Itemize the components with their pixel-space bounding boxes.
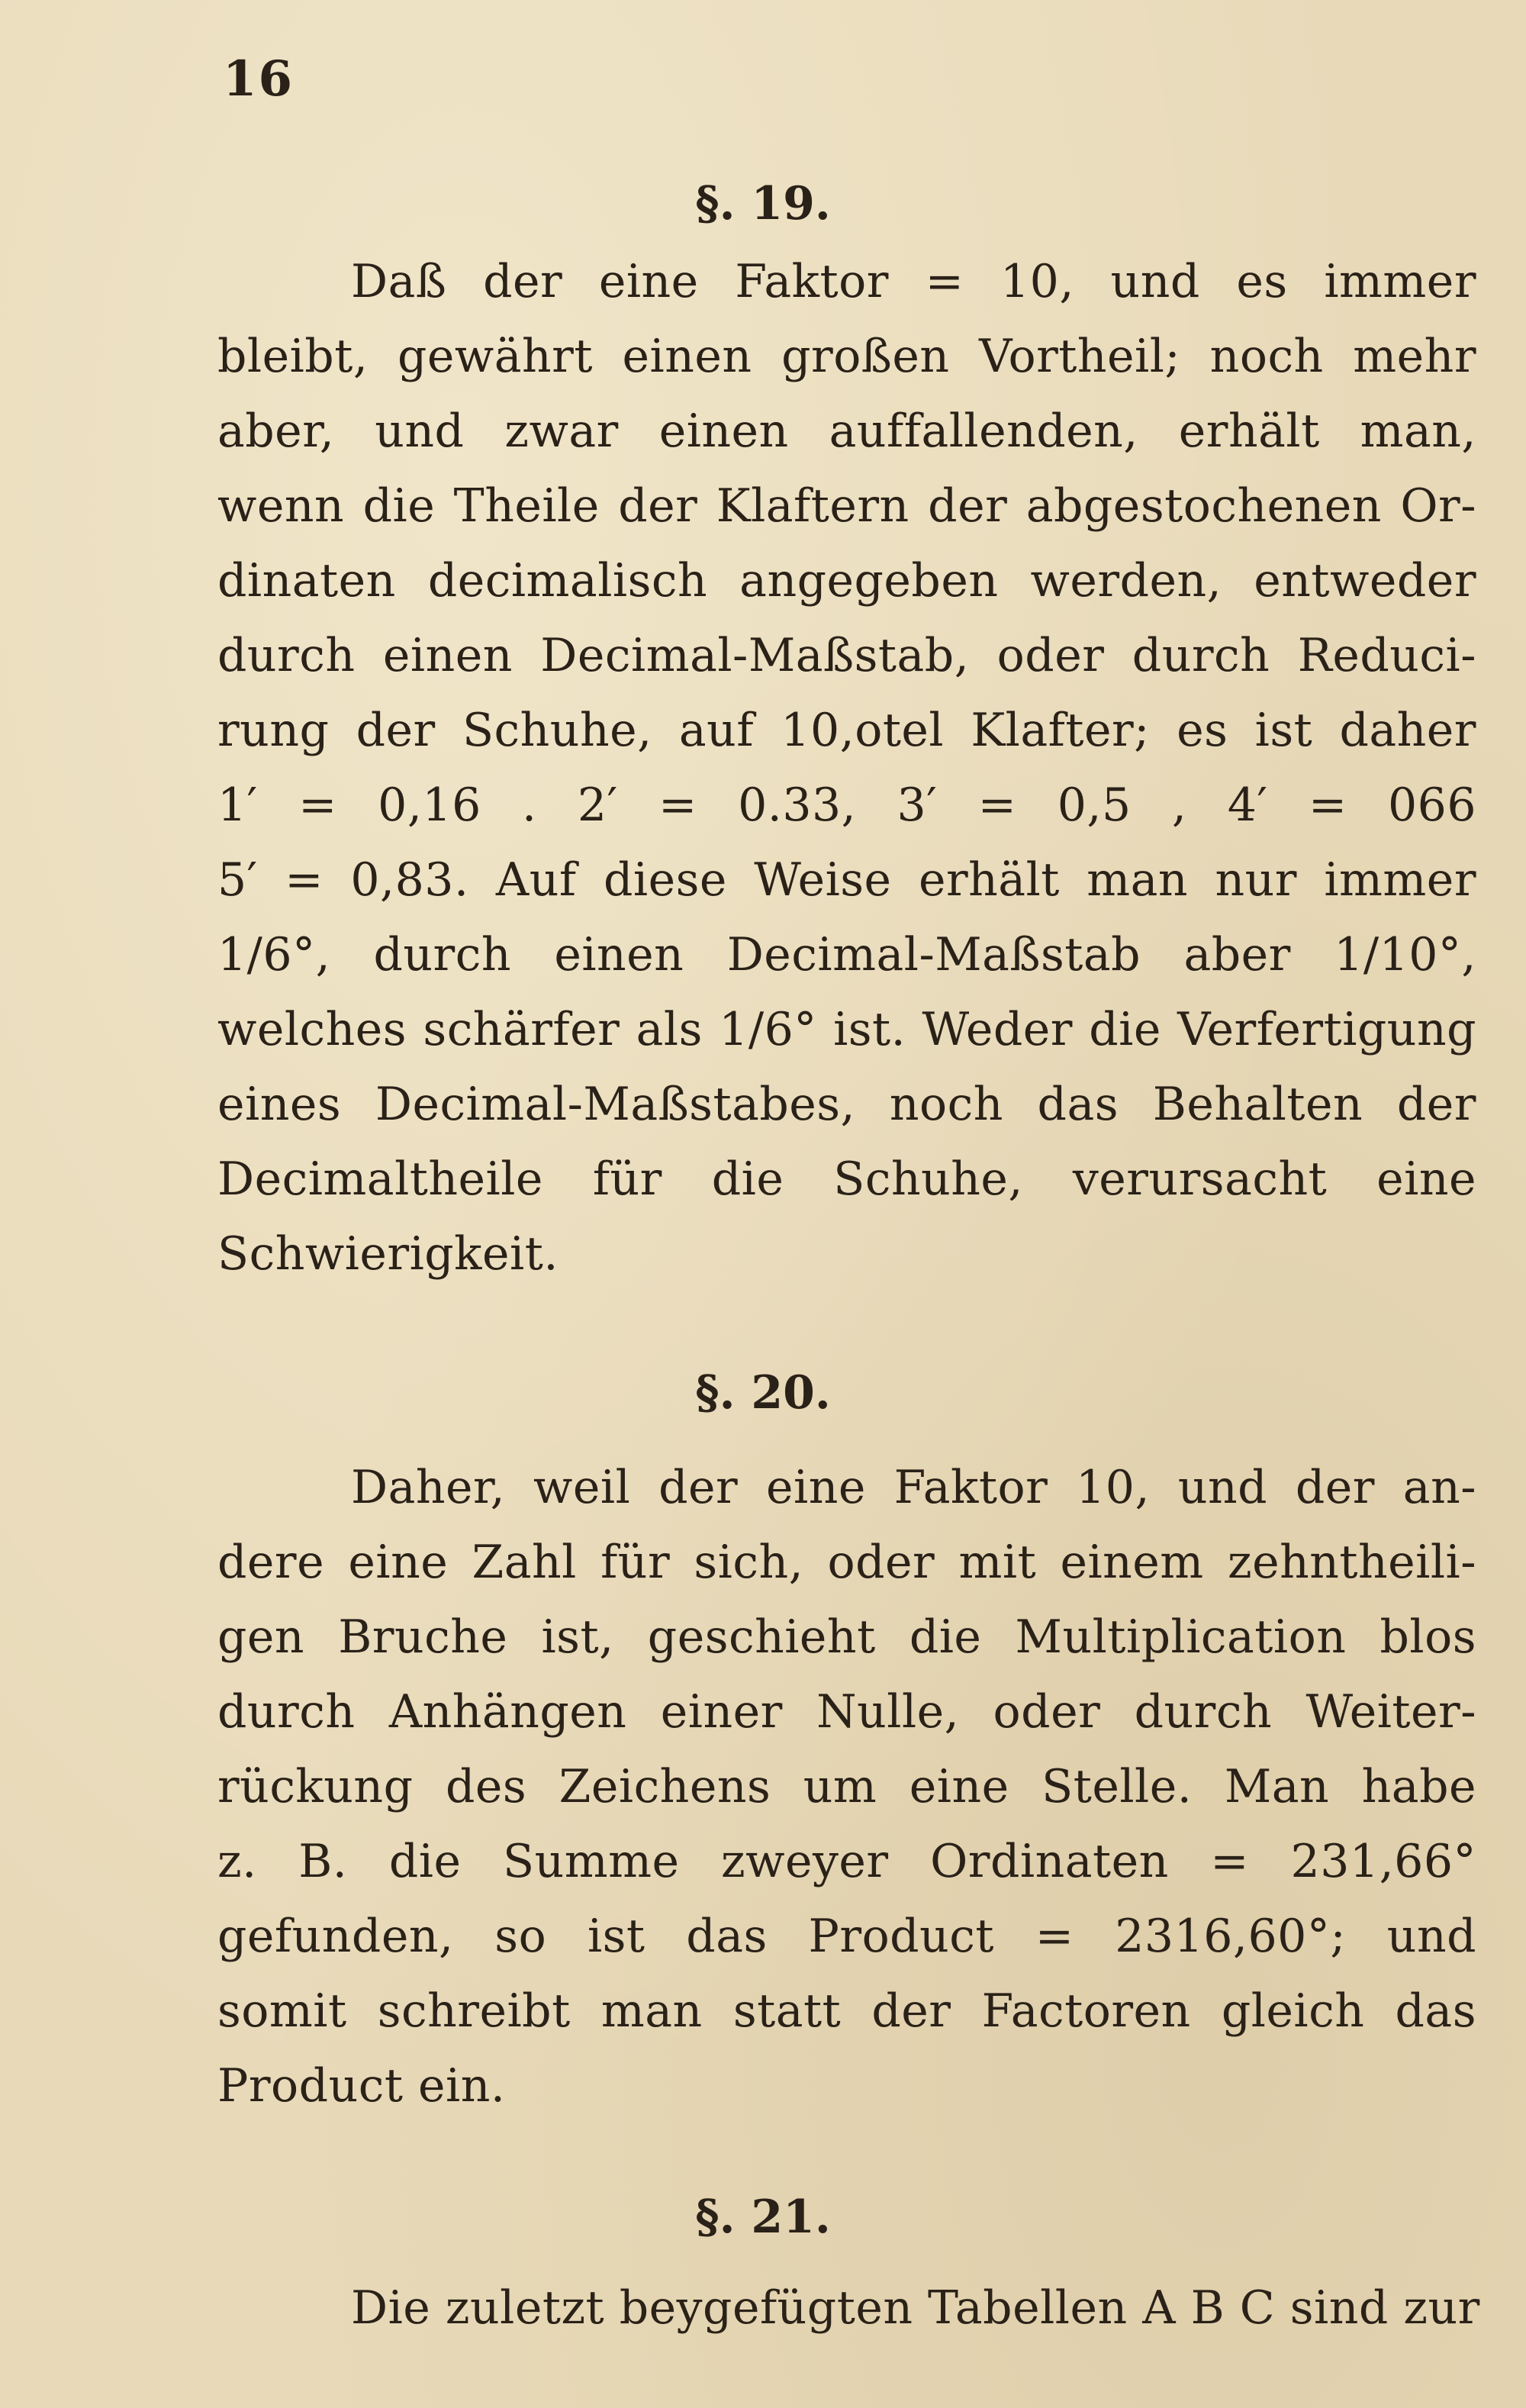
text-line: welches schärfer als 1/6° ist. Weder die Verfertigung	[217, 1003, 1476, 1056]
text-line: Daher, weil der eine Faktor 10, und der an-	[351, 1461, 1476, 1514]
text-line: Decimaltheile für die Schuhe, verursacht eine	[217, 1152, 1476, 1206]
paragraph-20	[217, 1450, 1476, 2123]
text-line: rückung des Zeichens um eine Stelle. Man habe	[217, 1760, 1476, 1813]
paragraph-19	[217, 244, 1476, 1291]
text-line: rung der Schuhe, auf 10,otel Klafter; es ist daher	[217, 704, 1476, 757]
text-line: bleibt, gewährt einen großen Vortheil; noch mehr	[217, 330, 1476, 383]
text-line: 5′ = 0,83. Auf diese Weise erhält man nur immer	[217, 853, 1476, 907]
text-line: Die zuletzt beygefügten Tabellen A B C sind zur	[351, 2281, 1480, 2335]
section-heading-21: §. 21.	[695, 2190, 831, 2244]
page-number: 16	[223, 50, 295, 108]
text-line: durch einen Decimal-Maßstab, oder durch Reduci-	[217, 629, 1476, 682]
text-line: durch Anhängen einer Nulle, oder durch Weiter-	[217, 1685, 1476, 1739]
text-line: eines Decimal-Maßstabes, noch das Behalten der	[217, 1078, 1476, 1131]
section-heading-20: §. 20.	[695, 1366, 831, 1420]
text-line: Product ein.	[217, 2059, 506, 2113]
text-line: 1′ = 0,16 . 2′ = 0.33, 3′ = 0,5 , 4′ = 066	[217, 778, 1476, 832]
text-line: dinaten decimalisch angegeben werden, entweder	[217, 554, 1476, 608]
text-line: gefunden, so ist das Product = 2316,60°; und	[217, 1910, 1476, 1963]
text-line: z. B. die Summe zweyer Ordinaten = 231,66°	[217, 1835, 1476, 1888]
section-heading-19: §. 19.	[695, 177, 831, 230]
text-line: aber, und zwar einen auffallenden, erhält man,	[217, 405, 1476, 458]
text-line: Daß der eine Faktor = 10, und es immer	[351, 255, 1476, 308]
text-line: somit schreibt man statt der Factoren gleich das	[217, 1984, 1476, 2038]
text-line: Schwierigkeit.	[217, 1227, 559, 1281]
text-line: wenn die Theile der Klaftern der abgestochenen Or-	[217, 479, 1476, 533]
text-line: gen Bruche ist, geschieht die Multiplication blos	[217, 1610, 1476, 1664]
text-line: dere eine Zahl für sich, oder mit einem zehntheili-	[217, 1536, 1476, 1589]
text-line: 1/6°, durch einen Decimal-Maßstab aber 1/10°,	[217, 928, 1476, 982]
paragraph-21	[217, 2271, 1480, 2345]
